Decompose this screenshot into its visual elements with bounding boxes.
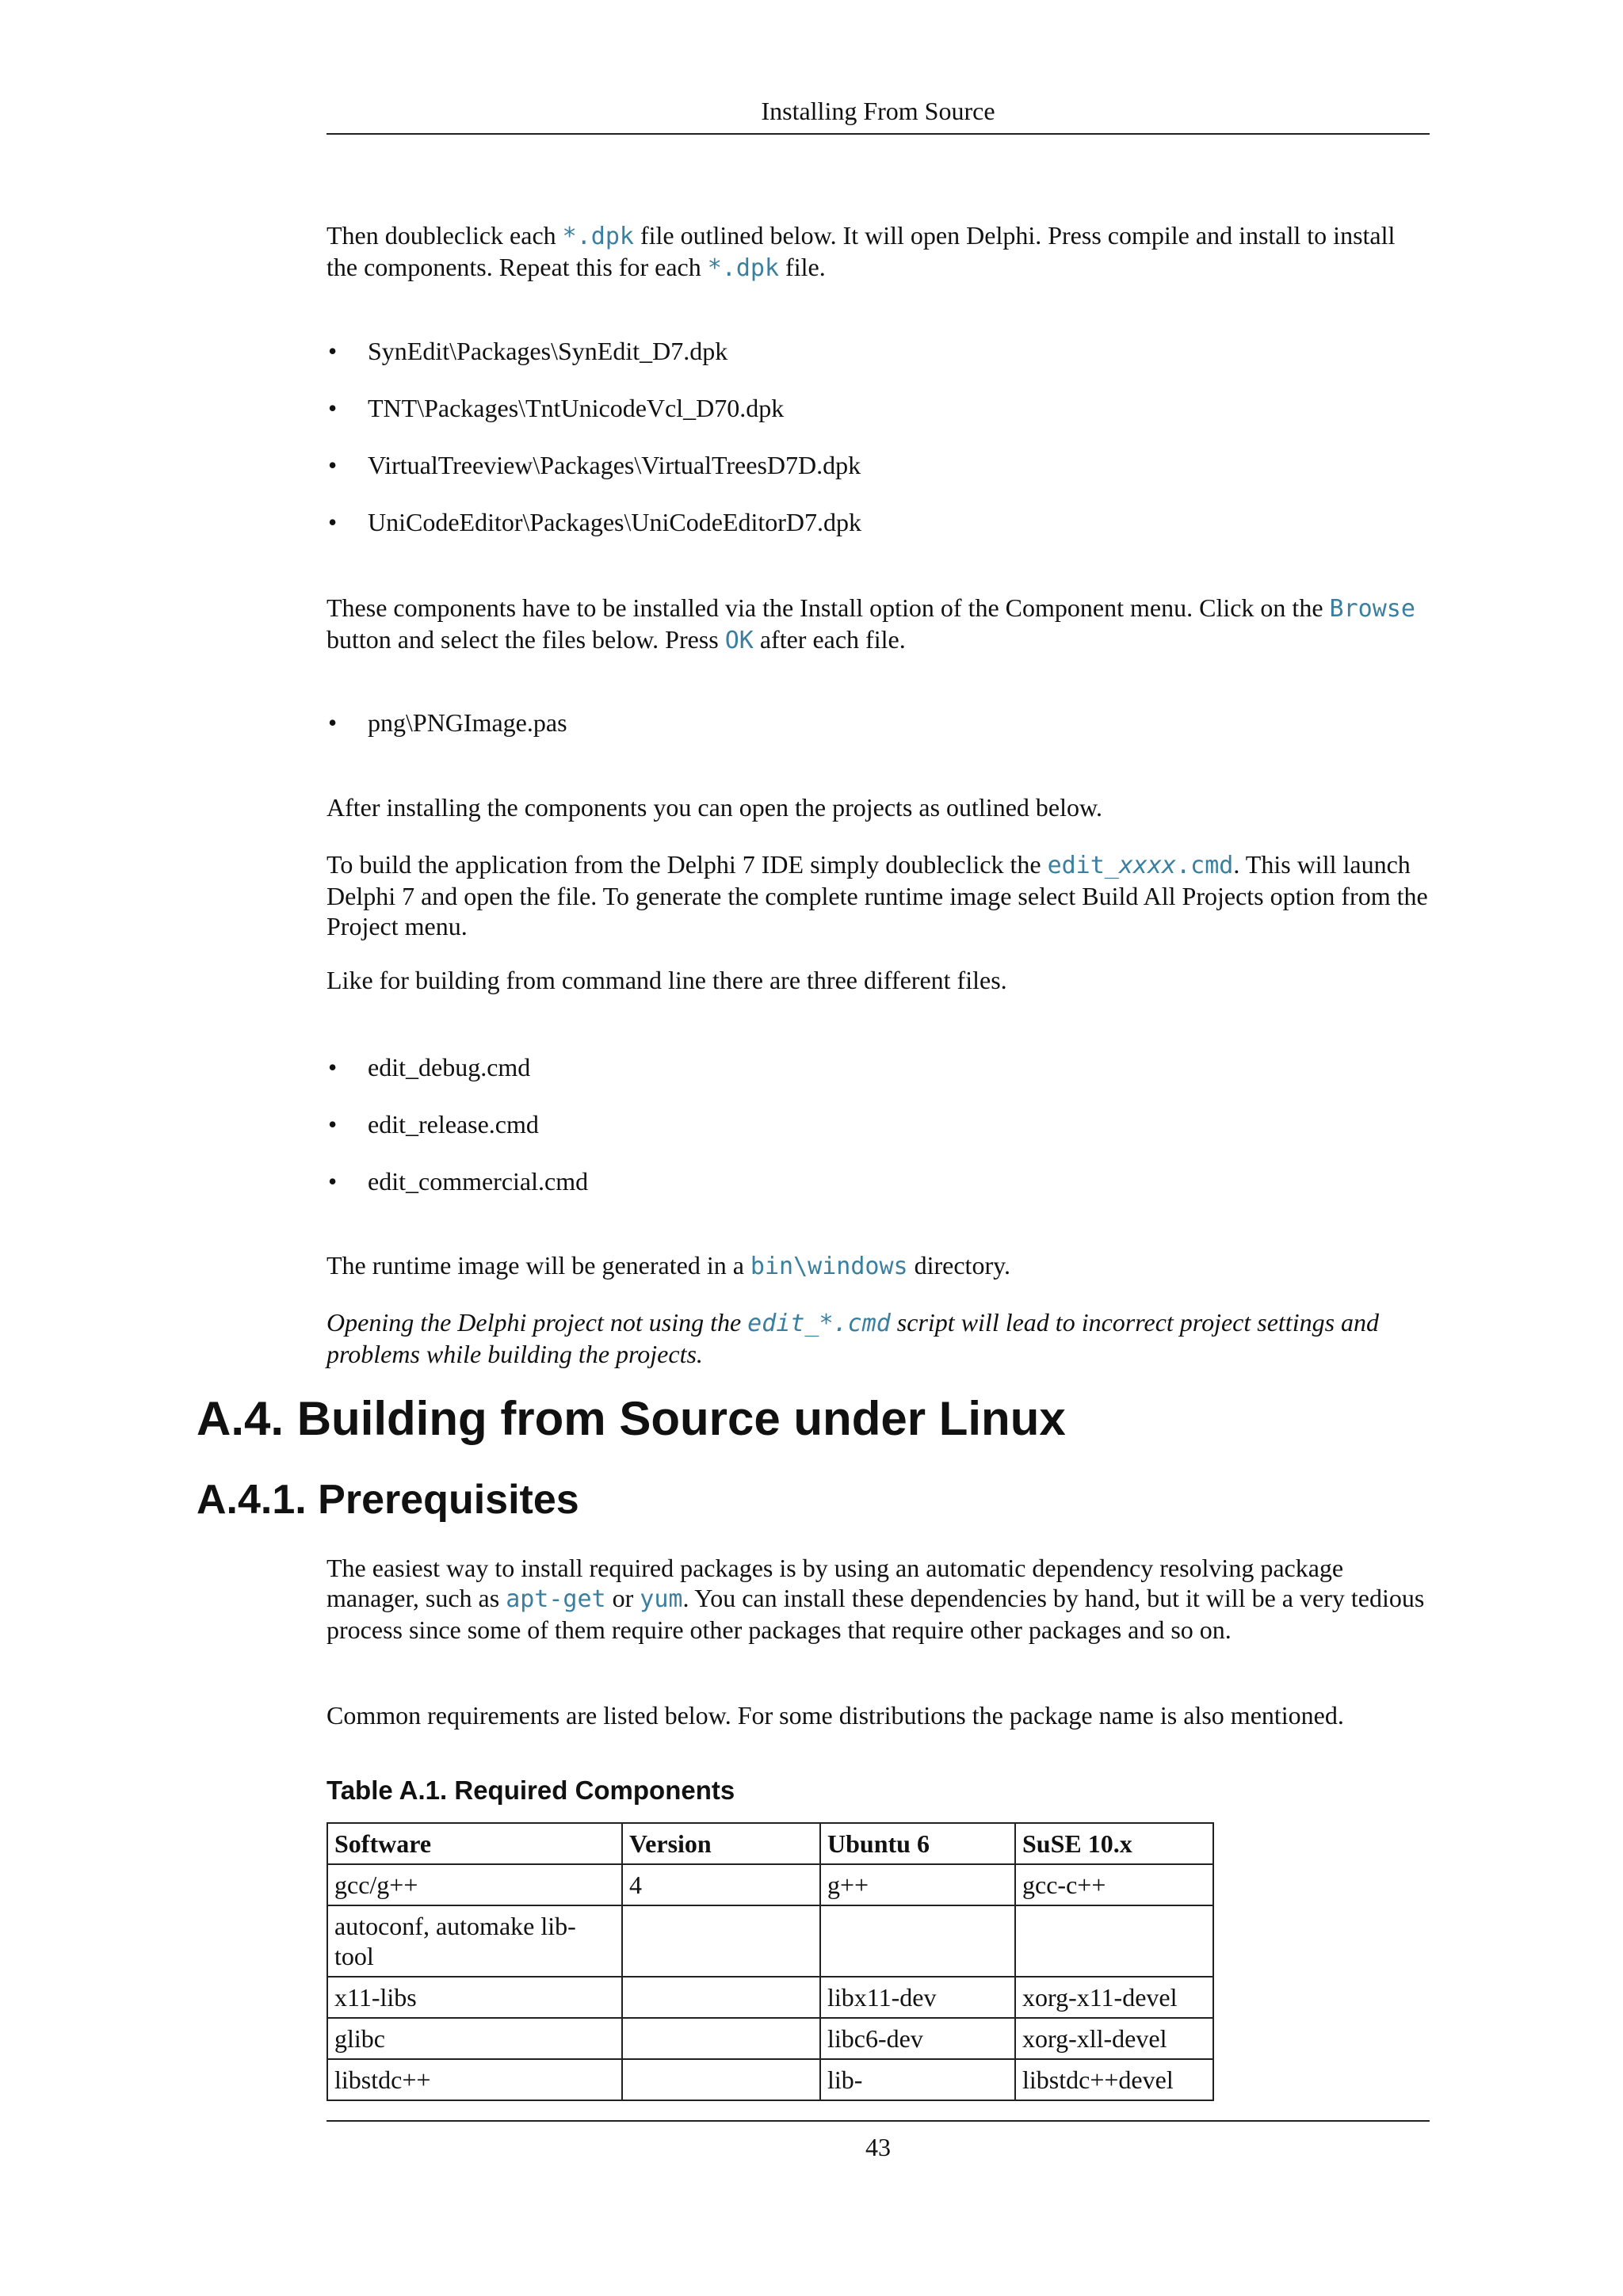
bullet-icon: • (328, 451, 338, 479)
dpk-package-list (327, 336, 1430, 564)
bullet-icon: • (328, 508, 338, 536)
table-row (327, 1977, 1213, 2018)
bullet-icon: • (328, 1110, 338, 1138)
table-cell: lib- (820, 2059, 1015, 2100)
text: file. (779, 253, 826, 281)
text: button and select the files below. Press (327, 625, 725, 654)
page-number: 43 (865, 2133, 891, 2161)
list-item-text: VirtualTreeview\Packages\VirtualTreesD7D.dpk (368, 451, 861, 479)
code-edit-cmd-variable: xxxx (1118, 852, 1177, 879)
table-cell (622, 1905, 820, 1977)
text: directory. (907, 1251, 1011, 1280)
table-cell (622, 1977, 820, 2018)
table-cell: libstdc++ (327, 2059, 622, 2100)
column-header: Ubuntu 6 (820, 1823, 1015, 1864)
running-header (327, 93, 1430, 135)
table-cell (1015, 1905, 1213, 1977)
table-cell: xorg-xll-devel (1015, 2018, 1213, 2059)
text: . This will launch Delphi 7 and open the file. To generate the complete runtime image select Build All Projects option from the Project menu. (327, 850, 1428, 940)
table-cell (622, 2059, 820, 2100)
bullet-icon: • (328, 394, 338, 422)
paragraph-package-manager (327, 1553, 1430, 1645)
pas-file-list (327, 707, 1430, 765)
table-cell: x11-libs (327, 1977, 622, 2018)
table-cell: 4 (622, 1864, 820, 1905)
code-apt-get: apt-get (506, 1585, 606, 1613)
list-item-text: edit_release.cmd (368, 1110, 539, 1138)
code-browse: Browse (1329, 595, 1415, 623)
text: To build the application from the Delphi 7 IDE simply doubleclick the (327, 850, 1048, 879)
list-item (327, 1052, 1430, 1109)
list-item-text: UniCodeEditor\Packages\UniCodeEditorD7.dpk (368, 508, 862, 536)
paragraph-common-requirements: Common requirements are listed below. For some distributions the package name is also mentioned. (327, 1701, 1344, 1730)
text: Opening the Delphi project not using the (327, 1308, 748, 1337)
column-header: SuSE 10.x (1015, 1823, 1213, 1864)
table-cell: xorg-x11-devel (1015, 1977, 1213, 2018)
text: script will lead to incorrect project settings and problems while building the projects. (327, 1308, 1380, 1368)
paragraph-runtime-image (327, 1250, 1430, 1282)
required-components-table (327, 1822, 1214, 2101)
bullet-icon: • (328, 708, 338, 737)
paragraph-component-menu (327, 593, 1430, 656)
text: The easiest way to install required packages is by using an automatic dependency resolving package manager, such as (327, 1554, 1344, 1612)
list-item-text: SynEdit\Packages\SynEdit_D7.dpk (368, 337, 728, 365)
running-footer (327, 2120, 1430, 2164)
table-cell: autoconf, automake lib- tool (327, 1905, 622, 1977)
table-cell: gcc/g++ (327, 1864, 622, 1905)
subsection-heading: A.4.1. Prerequisites (197, 1477, 579, 1523)
list-item (327, 707, 1430, 765)
list-item-text: png\PNGImage.pas (368, 708, 567, 737)
table-cell: libstdc++devel (1015, 2059, 1213, 2100)
column-header: Software (327, 1823, 622, 1864)
list-item (327, 450, 1430, 507)
section-heading: A.4. Building from Source under Linux (197, 1392, 1066, 1445)
bullet-icon: • (328, 337, 338, 365)
table-row (327, 1905, 1213, 1977)
paragraph-build-ide (327, 849, 1430, 941)
text: or (605, 1584, 640, 1612)
bullet-icon: • (328, 1167, 338, 1196)
code-edit-star-cmd: edit_*.cmd (747, 1310, 891, 1337)
table-cell: g++ (820, 1864, 1015, 1905)
list-item (327, 507, 1430, 564)
table-header-row (327, 1823, 1213, 1864)
table-cell (820, 1905, 1015, 1977)
list-item-text: edit_debug.cmd (368, 1053, 531, 1081)
code-edit-cmd-ext: .cmd (1176, 852, 1234, 879)
paragraph-note-warning (327, 1307, 1430, 1369)
text: Then doubleclick each (327, 221, 563, 250)
table-row (327, 2018, 1213, 2059)
code-bin-windows: bin\windows (750, 1253, 908, 1280)
code-edit-cmd: edit_ (1047, 852, 1119, 879)
list-item-text: edit_commercial.cmd (368, 1167, 589, 1196)
text: These components have to be installed via the Install option of the Component menu. Click on the (327, 593, 1330, 622)
text: file outlined below. It will open Delphi. Press compile and install to install the components. Repeat this for each (327, 221, 1396, 281)
list-item (327, 1166, 1430, 1223)
paragraph-after-install: After installing the components you can open the projects as outlined below. (327, 793, 1103, 822)
table-cell: gcc-c++ (1015, 1864, 1213, 1905)
bullet-icon: • (328, 1053, 338, 1081)
text: . You can install these dependencies by hand, but it will be a very tedious process since some of them require other packages that require other packages and so on. (327, 1584, 1425, 1644)
table-cell: glibc (327, 2018, 622, 2059)
table-caption: Table A.1. Required Components (327, 1775, 735, 1805)
code-dpk: *.dpk (707, 254, 780, 282)
code-dpk: *.dpk (562, 223, 634, 250)
paragraph-install-dpk (327, 220, 1430, 284)
cmd-file-list (327, 1052, 1430, 1223)
paragraph-three-files: Like for building from command line there are three different files. (327, 966, 1007, 994)
table-row (327, 2059, 1213, 2100)
text: The runtime image will be generated in a (327, 1251, 750, 1280)
code-ok: OK (724, 627, 754, 654)
list-item (327, 1109, 1430, 1166)
table-cell: libc6-dev (820, 2018, 1015, 2059)
table-row (327, 1864, 1213, 1905)
list-item (327, 336, 1430, 393)
header-title: Installing From Source (761, 97, 995, 125)
table-cell: libx11-dev (820, 1977, 1015, 2018)
table-cell (622, 2018, 820, 2059)
column-header: Version (622, 1823, 820, 1864)
list-item-text: TNT\Packages\TntUnicodeVcl_D70.dpk (368, 394, 785, 422)
text: after each file. (753, 625, 906, 654)
list-item (327, 393, 1430, 450)
code-yum: yum (640, 1585, 683, 1613)
